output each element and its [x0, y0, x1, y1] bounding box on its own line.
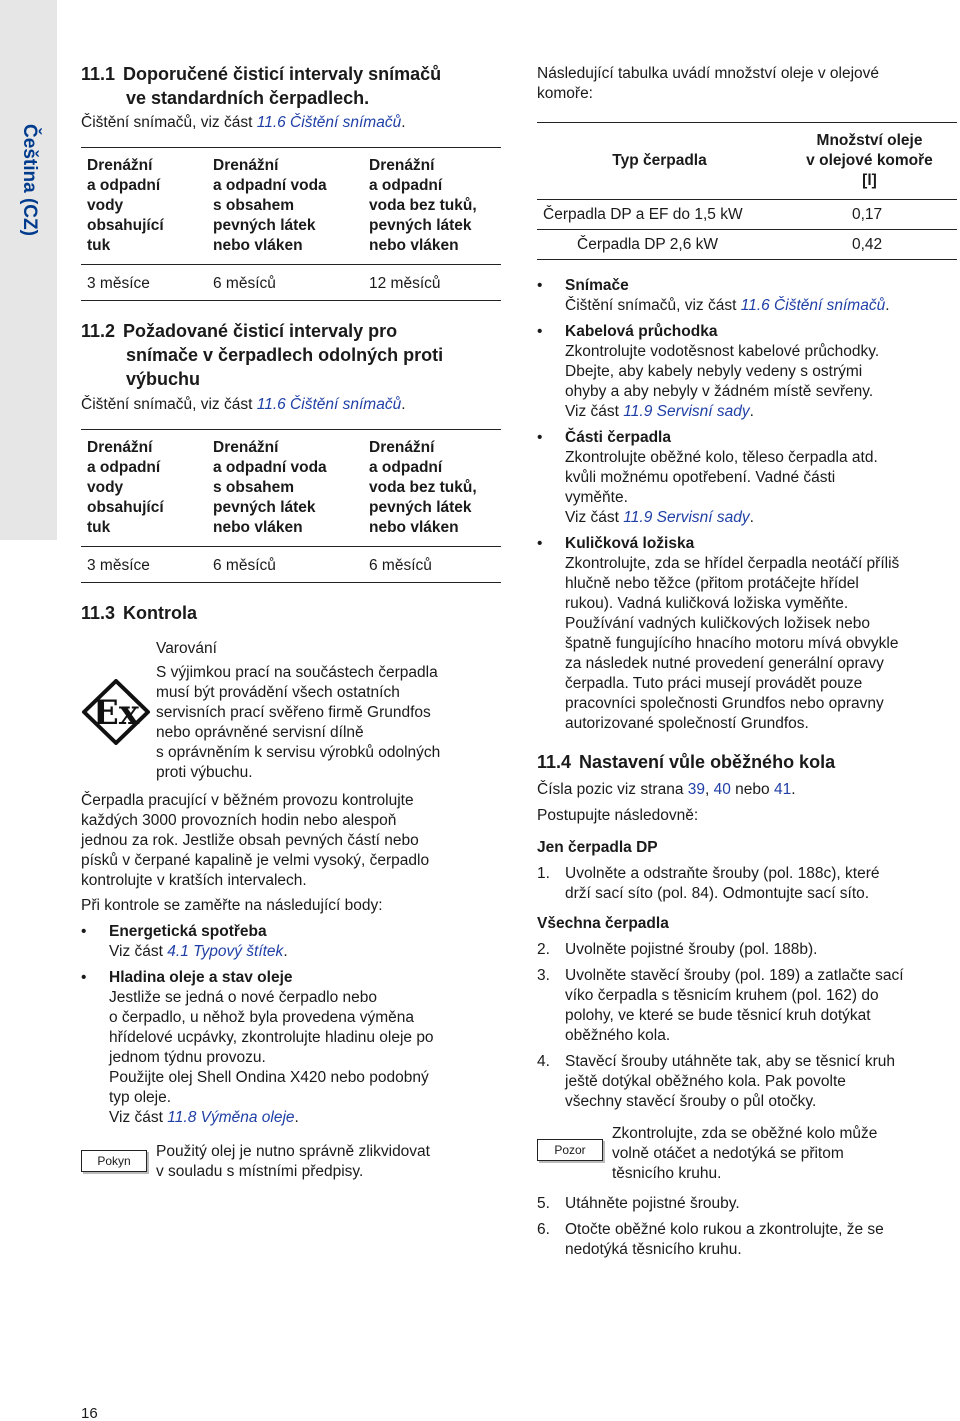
ref-text: . — [294, 1109, 299, 1126]
section-11-4-heading — [537, 750, 957, 774]
oil-table-qty: 0,17 — [782, 200, 957, 230]
step-3 — [537, 966, 957, 1046]
interval-value: 6 měsíců — [207, 265, 363, 301]
subheading-dp-pumps: Jen čerpadla DP — [537, 839, 658, 856]
bullet-cable-entry — [537, 322, 957, 422]
header-line: pevných látek — [213, 499, 316, 516]
header-line: a odpadní voda — [213, 459, 327, 476]
ref-link[interactable]: 11.6 Čištění snímačů — [740, 297, 886, 314]
proceed-text: Postupujte následovně: — [537, 807, 699, 824]
caution-label-box: Pozor — [537, 1139, 603, 1161]
warning-line: musí být prováděn​í všech ostatních — [156, 684, 400, 701]
header-line: obsahující — [87, 499, 164, 516]
bullet-line: čerpadla. Tuto práci musejí provádět pouze — [565, 675, 863, 692]
bullet-title: • Hladina oleje a stav oleje — [109, 969, 293, 986]
header-line: Drenážní — [87, 157, 153, 174]
step-4 — [537, 1052, 957, 1112]
bullet-oil-level — [81, 968, 501, 1128]
section-number: 11.2 — [81, 321, 116, 341]
header-line: nebo vláken — [369, 519, 459, 536]
ref-text: . — [885, 297, 890, 314]
bullet-line: Zkontrolujte oběžné kolo, těleso čerpadla atd. — [565, 449, 878, 466]
ref-text: Viz část — [565, 509, 624, 526]
section-11-1-heading — [81, 62, 501, 110]
page-link-41[interactable]: 41 — [773, 781, 792, 798]
ref-link[interactable]: 11.8 Výměna oleje — [167, 1109, 295, 1126]
interval-header-cell — [207, 430, 363, 547]
step-line: všechny stavěcí šrouby o půl otočky. — [565, 1093, 817, 1110]
interval-header-cell — [363, 148, 501, 265]
ref-text: . — [283, 943, 288, 960]
section-11-2-reference — [81, 395, 501, 415]
bullet-title: • Kuličková ložiska — [565, 535, 695, 552]
inspection-points-intro: Při kontrole se zaměřte na následující body: — [81, 897, 383, 914]
ref-text: . — [749, 403, 754, 420]
note-line: Použitý olej je nutno správně zlikvidovat — [156, 1143, 430, 1160]
bullet-ball-bearings — [537, 534, 957, 734]
oil-table-intro: Následující tabulka uvádí množství oleje v olejové — [537, 65, 880, 82]
interval-value: 6 měsíců — [363, 547, 501, 583]
note-line: v souladu s místními předpisy. — [156, 1163, 364, 1180]
ref-text: Čísla pozic viz strana — [537, 781, 688, 798]
ref-link[interactable]: 11.6 Čištění snímačů — [256, 396, 402, 413]
oil-table-header-type: Typ čerpadla — [537, 123, 782, 200]
step-line: Uvolněte pojistné šrouby (pol. 188b). — [565, 941, 818, 958]
header-line: Množství oleje — [816, 132, 923, 149]
header-line: pevných látek — [369, 499, 472, 516]
paragraph-line: kontrolujte v kratších intervalech. — [81, 872, 307, 889]
warning-line: S výjimkou prací na součástech čerpadla — [156, 664, 438, 681]
paragraph-line: písků v čerpané kapalině je velmi vysoký, čerpadlo — [81, 852, 430, 869]
paragraph-line: Čerpadla pracující v běžném provozu kontrolujte — [81, 792, 414, 809]
warning-title: Varování — [156, 640, 217, 657]
section-title-line: výbuchu — [126, 369, 201, 389]
step-line: víko čerpadla s těsnicím kruhem (pol. 162) do — [565, 987, 879, 1004]
section-title-line: Požadované čisticí intervaly pro — [123, 321, 398, 341]
bullet-line: Použijte olej Shell Ondina X420 nebo podobný — [109, 1069, 429, 1086]
header-line: a odpadní — [87, 459, 161, 476]
step-number: 4. — [537, 1053, 550, 1070]
bullet-line: Zkontrolujte vodotěsnost kabelové průchodky. — [565, 343, 880, 360]
bullet-line: Jestliže se jedná o nové čerpadlo nebo — [109, 989, 377, 1006]
ref-text: Viz část — [109, 1109, 168, 1126]
bullet-reference — [565, 402, 957, 422]
section-11-1-reference — [81, 113, 501, 133]
bullet-line: Zkontrolujte, zda se hřídel čerpadla neotáčí příliš — [565, 555, 900, 572]
bullet-line: vyměňte. — [565, 489, 628, 506]
header-line: Drenážní — [213, 157, 279, 174]
ref-text: Čištění snímačů, viz část — [81, 114, 257, 131]
header-line: voda bez tuků, — [369, 479, 477, 496]
interval-table-ex — [81, 429, 501, 583]
warning-line: nebo oprávněné servisní dílně — [156, 724, 364, 741]
step-6 — [537, 1220, 957, 1260]
oil-table-type: Čerpadla DP a EF do 1,5 kW — [537, 200, 782, 230]
section-number: 11.4 — [537, 752, 572, 772]
language-tab-label: Čeština (CZ) — [18, 124, 40, 236]
section-title-line: Doporučené čisticí intervaly snímačů — [123, 64, 442, 84]
step-line: Utáhněte pojistné šrouby. — [565, 1195, 740, 1212]
section-title-line: Kontrola — [123, 603, 197, 623]
page-link-40[interactable]: 40 — [713, 781, 731, 798]
paragraph-line: každých 3000 provozních hodin nebo alespoň — [81, 812, 397, 829]
step-line: Otočte oběžné kolo rukou a zkontrolujte, že se — [565, 1221, 884, 1238]
header-line: nebo vláken — [213, 237, 303, 254]
bullet-line: o čerpadlo, u něhož byla provedena výměna — [109, 1009, 415, 1026]
section-title-line: snímače v čerpadlech odolných proti — [126, 345, 444, 365]
step-number: 1. — [537, 865, 550, 882]
step-line: Uvolněte stavěcí šrouby (pol. 189) a zatlačte sací — [565, 967, 904, 984]
warning-line: proti výbuchu. — [156, 764, 253, 781]
ref-link[interactable]: 11.6 Čištění snímačů — [256, 114, 402, 131]
interval-header-cell — [363, 430, 501, 547]
caution-line: Zkontrolujte, zda se oběžné kolo může — [612, 1125, 878, 1142]
header-line: pevných látek — [369, 217, 472, 234]
step-number: 6. — [537, 1221, 550, 1238]
interval-value: 3 měsíce — [81, 547, 207, 583]
ref-text: Viz část — [565, 403, 624, 420]
subheading-all-pumps: Všechna čerpadla — [537, 915, 669, 932]
right-column — [537, 64, 957, 1260]
ref-text: Viz část — [109, 943, 168, 960]
bullet-line: hlučně nebo těžce (přitom protáčejte hřídel — [565, 575, 859, 592]
bullet-energy-consumption — [81, 922, 501, 962]
bullet-line: jednom týdnu provozu. — [109, 1049, 266, 1066]
header-line: s obsahem — [213, 479, 294, 496]
warning-line: servisních prací svěřeno firmě Grundfos — [156, 704, 431, 721]
bullet-line: pracovníci společnosti Grundfos nebo opravny — [565, 695, 884, 712]
step-line: ještě dotýkal oběžného kola. Pak povolte — [565, 1073, 846, 1090]
interval-value: 12 měsíců — [363, 265, 501, 301]
interval-table-standard — [81, 147, 501, 301]
interval-value: 3 měsíce — [81, 265, 207, 301]
ref-text: . — [401, 114, 406, 131]
bullet-title: • Části čerpadla — [565, 429, 671, 446]
header-line: v olejové komoře — [806, 152, 933, 169]
bullet-line: rukou). Vadná kuličková ložiska vyměňte. — [565, 595, 849, 612]
bullet-title: • Snímače — [565, 277, 629, 294]
ex-explosion-hazard-icon — [81, 679, 151, 745]
bullet-line: typ oleje. — [109, 1089, 172, 1106]
left-column — [81, 62, 501, 1182]
section-11-3-heading — [81, 601, 501, 625]
position-numbers-reference — [537, 780, 957, 800]
header-line: Drenážní — [213, 439, 279, 456]
svg-text:Ex: Ex — [92, 693, 140, 733]
bullet-line: špatně fungujícího hnacího motoru mívá obvykle — [565, 635, 899, 652]
ref-text: . — [401, 396, 406, 413]
header-line: pevných látek — [213, 217, 316, 234]
table-row — [537, 200, 957, 230]
step-2 — [537, 940, 957, 960]
ref-text: Čištění snímačů, viz část — [565, 297, 741, 314]
header-line: [l] — [862, 172, 877, 189]
ref-link[interactable]: 11.9 Servisní sady — [623, 403, 750, 420]
bullet-line: autorizované společností Grundfos. — [565, 715, 809, 732]
caution-block — [537, 1124, 957, 1184]
bullet-title: • Energetická spotřeba — [109, 923, 267, 940]
language-tab-label-wrap — [2, 80, 55, 280]
header-line: obsahující — [87, 217, 164, 234]
bullet-pump-parts — [537, 428, 957, 528]
bullet-reference — [109, 942, 501, 962]
oil-table-header-qty — [782, 123, 957, 200]
section-title-line: ve standardních čerpadlech. — [126, 88, 370, 108]
bullet-line: Používání vadných kuličkových ložisek nebo — [565, 615, 870, 632]
interval-header-cell — [81, 148, 207, 265]
step-line: oběžného kola. — [565, 1027, 671, 1044]
ex-warning-block — [81, 639, 501, 783]
step-number: 2. — [537, 941, 550, 958]
caution-line: těsnicího kruhu. — [612, 1165, 722, 1182]
ref-link[interactable]: 11.9 Servisní sady — [623, 509, 750, 526]
step-1 — [537, 864, 957, 904]
bullet-line: ohyby a aby nebyly v žádném místě sevřeny. — [565, 383, 874, 400]
section-number: 11.1 — [81, 64, 116, 84]
header-line: a odpadní voda — [213, 177, 327, 194]
header-line: nebo vláken — [213, 519, 303, 536]
step-5 — [537, 1194, 957, 1214]
step-line: polohy, ve které se bude těsnicí kruh dotýkat — [565, 1007, 871, 1024]
note-block — [81, 1142, 501, 1182]
step-line: Stavěcí šrouby utáhněte tak, aby se těsnicí kruh — [565, 1053, 895, 1070]
ref-link[interactable]: 4.1 Typový štítek — [167, 943, 284, 960]
header-line: vody — [87, 197, 124, 214]
header-line: tuk — [87, 519, 111, 536]
header-line: Drenážní — [369, 157, 435, 174]
step-number: 5. — [537, 1195, 550, 1212]
oil-quantity-table — [537, 122, 957, 260]
section-number: 11.3 — [81, 603, 116, 623]
ref-text: , — [705, 781, 714, 798]
bullet-reference — [565, 508, 957, 528]
section-11-2-heading — [81, 319, 501, 391]
header-line: s obsahem — [213, 197, 294, 214]
header-line: Drenážní — [369, 439, 435, 456]
header-line: a odpadní — [87, 177, 161, 194]
ref-text: . — [791, 781, 796, 798]
ref-text: Čištění snímačů, viz část — [81, 396, 257, 413]
header-line: vody — [87, 479, 124, 496]
step-line: drží sací síto (pol. 84). Odmontujte sací síto. — [565, 885, 870, 902]
bullet-line: kvůli možnému opotřebení. Vadné části — [565, 469, 836, 486]
ref-text: . — [749, 509, 754, 526]
note-label-box: Pokyn — [81, 1150, 147, 1172]
caution-line: volně otáčet a nedotýká se přitom — [612, 1145, 844, 1162]
bullet-sensors — [537, 276, 957, 316]
header-line: nebo vláken — [369, 237, 459, 254]
oil-table-qty: 0,42 — [782, 230, 957, 260]
ref-text: nebo — [730, 781, 774, 798]
section-title-line: Nastavení vůle oběžného kola — [579, 752, 836, 772]
oil-table-type: Čerpadla DP 2,6 kW — [537, 230, 782, 260]
bullet-reference — [565, 296, 957, 316]
step-line: Uvolněte a odstraňte šrouby (pol. 188c), které — [565, 865, 880, 882]
inspection-paragraph — [81, 791, 501, 891]
page-link-39[interactable]: 39 — [687, 781, 705, 798]
interval-header-cell — [81, 430, 207, 547]
bullet-line: Dbejte, aby kabely nebyly vedeny s ostrými — [565, 363, 863, 380]
warning-line: s oprávněním k servisu výrobků odolných — [156, 744, 441, 761]
paragraph-line: jednou za rok. Jestliže obsah pevných částí nebo — [81, 832, 419, 849]
page-number: 16 — [81, 1405, 98, 1421]
header-line: tuk — [87, 237, 111, 254]
bullet-reference — [109, 1108, 501, 1128]
language-side-tab — [0, 0, 57, 540]
step-line: nedotýká těsnicího kruhu. — [565, 1241, 742, 1258]
interval-value: 6 měsíců — [207, 547, 363, 583]
bullet-line: hřídelové ucpávky, zkontrolujte hladinu oleje po — [109, 1029, 434, 1046]
header-line: voda bez tuků, — [369, 197, 477, 214]
interval-header-cell — [207, 148, 363, 265]
header-line: Drenážní — [87, 439, 153, 456]
table-row — [537, 230, 957, 260]
bullet-title: • Kabelová průchodka — [565, 323, 718, 340]
step-number: 3. — [537, 967, 550, 984]
header-line: a odpadní — [369, 459, 443, 476]
bullet-line: za následek nutné provedení generální opravy — [565, 655, 884, 672]
header-line: a odpadní — [369, 177, 443, 194]
oil-table-intro: komoře: — [537, 85, 593, 102]
